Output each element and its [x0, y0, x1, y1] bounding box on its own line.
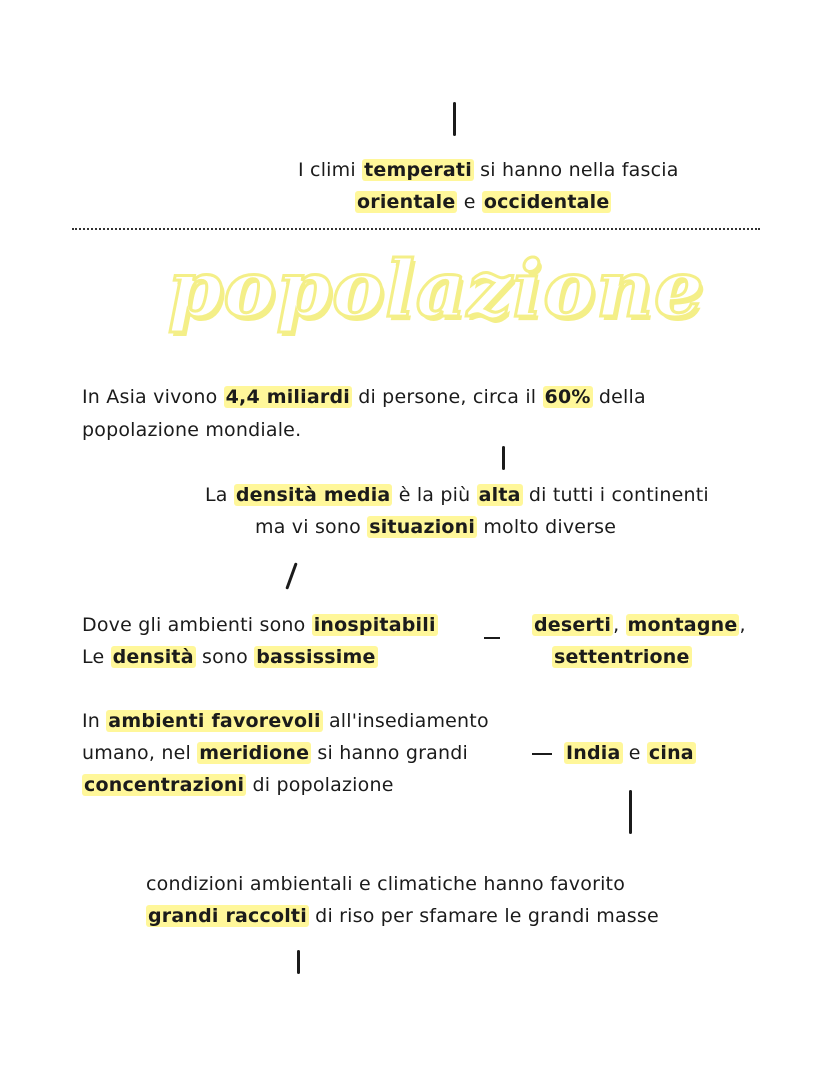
highlight-ambienti-favorevoli: ambienti favorevoli	[108, 710, 321, 732]
connector-dash-inhospitable	[484, 637, 500, 639]
density-line-1: La densità media è la più alta di tutti i continenti	[205, 484, 709, 506]
highlight-cina: cina	[648, 742, 694, 764]
connector-line-top	[453, 102, 456, 136]
inhospitable-line-1: Dove gli ambienti sono inospitabili	[82, 614, 436, 636]
dotted-separator	[72, 228, 760, 230]
inhospitable-line-2: Le densità sono bassissime	[82, 646, 376, 668]
highlight-settentrione: settentrione	[554, 646, 690, 668]
favorable-line-1: In ambienti favorevoli all'insediamento	[82, 710, 489, 732]
highlight-alta: alta	[478, 484, 521, 506]
favorable-line-3: concentrazioni di popolazione	[84, 774, 394, 796]
highlight-temperati: temperati	[364, 159, 472, 181]
highlight-deserti: deserti	[534, 614, 612, 636]
highlight-concentrazioni: concentrazioni	[84, 774, 245, 796]
highlight-india: India	[566, 742, 621, 764]
connector-line-slanted	[285, 562, 297, 589]
inhospitable-examples-line-1: deserti , montagne ,	[534, 614, 746, 636]
highlight-occidentale: occidentale	[483, 191, 610, 213]
favorable-line-2: umano, nel meridione si hanno grandi	[82, 742, 468, 764]
inhospitable-examples-line-2	[552, 644, 692, 670]
connector-line-bottom	[297, 950, 300, 974]
highlight-miliardi: 4,4 miliardi	[225, 386, 350, 408]
highlight-montagne: montagne	[627, 614, 738, 636]
highlight-grandi-raccolti: grandi raccolti	[148, 905, 307, 927]
intro-line-2: popolazione mondiale.	[82, 419, 302, 441]
section-title: popolazione	[168, 244, 705, 335]
climate-line-2: orientale e occidentale	[357, 191, 610, 213]
connector-line-favorable	[629, 790, 632, 834]
highlight-inospitabili: inospitabili	[313, 614, 436, 636]
density-line-2: ma vi sono situazioni molto diverse	[255, 516, 617, 538]
connector-dash-favorable	[532, 753, 552, 755]
connector-line-intro	[502, 446, 505, 470]
highlight-bassissime: bassissime	[256, 646, 376, 668]
intro-line-1: In Asia vivono 4,4 miliardi di persone, circa il 60% della	[82, 386, 646, 408]
conditions-line-2: grandi raccolti di riso per sfamare le grandi masse	[148, 905, 659, 927]
favorable-examples: India e cina	[566, 742, 694, 764]
highlight-situazioni: situazioni	[369, 516, 476, 538]
highlight-densita-media: densità media	[235, 484, 391, 506]
highlight-meridione: meridione	[199, 742, 310, 764]
highlight-densita: densità	[112, 646, 194, 668]
conditions-line-1: condizioni ambientali e climatiche hanno favorito	[146, 873, 626, 895]
climate-line-1: I climi temperati si hanno nella fascia	[298, 159, 679, 181]
highlight-orientale: orientale	[357, 191, 456, 213]
highlight-percentuale: 60%	[544, 386, 591, 408]
